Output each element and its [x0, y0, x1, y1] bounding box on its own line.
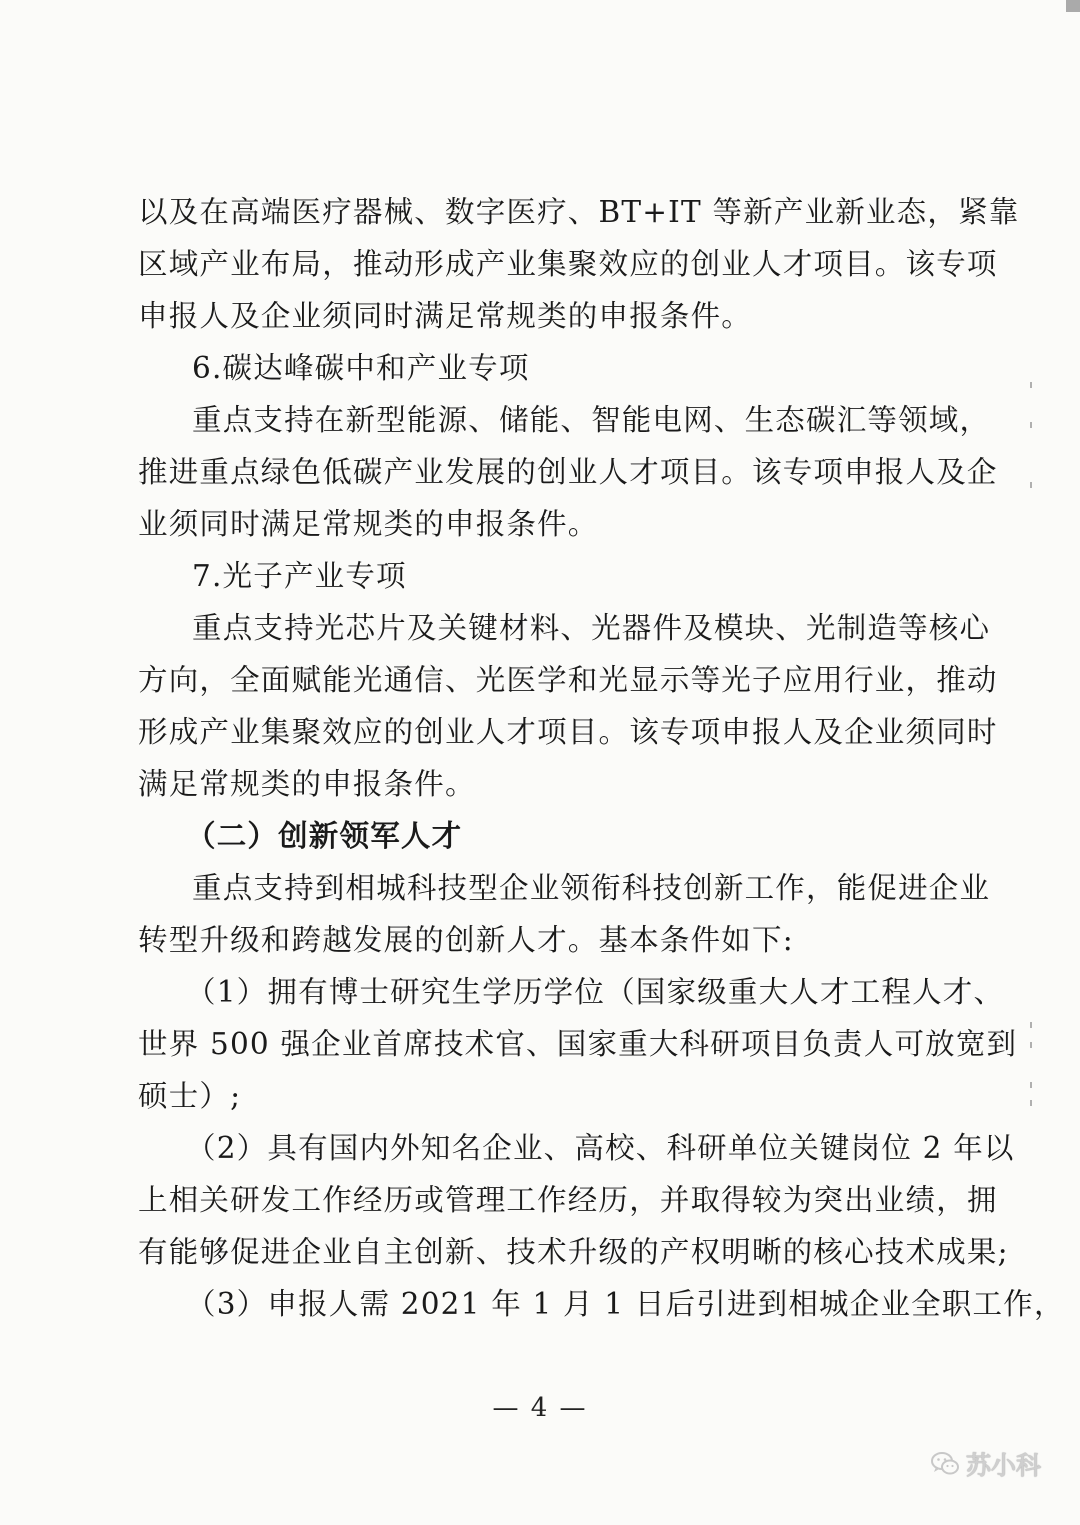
scan-mark	[1030, 422, 1032, 428]
body-line: 申报人及企业须同时满足常规类的申报条件。	[138, 299, 753, 333]
section-heading-bold: （二）创新领军人才	[186, 818, 463, 853]
scan-mark	[1030, 1042, 1032, 1048]
body-line: （1）拥有博士研究生学历学位（国家级重大人才工程人才、	[186, 975, 1005, 1009]
section-heading: 6.碳达峰碳中和产业专项	[192, 351, 530, 385]
section-heading: 7.光子产业专项	[192, 559, 407, 593]
body-line: 区域产业布局，推动形成产业集聚效应的创业人才项目。该专项	[138, 247, 998, 281]
scan-edge-top	[1066, 0, 1080, 12]
body-line: 硕士）;	[138, 1079, 242, 1113]
body-line: 转型升级和跨越发展的创新人才。基本条件如下:	[138, 923, 794, 957]
scan-mark	[1030, 382, 1032, 388]
body-line: （3）申报人需 2021 年 1 月 1 日后引进到相城企业全职工作，	[186, 1287, 1065, 1321]
scan-mark	[1030, 482, 1032, 488]
body-line: 以及在高端医疗器械、数字医疗、BT+IT 等新产业新业态，紧靠	[138, 195, 1020, 229]
watermark-label: 苏小科	[966, 1451, 1042, 1480]
body-line: 推进重点绿色低碳产业发展的创业人才项目。该专项申报人及企	[138, 455, 998, 489]
scan-mark	[1030, 1082, 1032, 1088]
body-line: 形成产业集聚效应的创业人才项目。该专项申报人及企业须同时	[138, 715, 998, 749]
body-line: 重点支持到相城科技型企业领衔科技创新工作，能促进企业	[192, 871, 991, 905]
body-line: 方向，全面赋能光通信、光医学和光显示等光子应用行业，推动	[138, 663, 998, 697]
page-number: — 4 —	[492, 1393, 588, 1423]
scan-mark	[1030, 1100, 1032, 1106]
scan-mark	[1030, 1022, 1032, 1028]
body-line: 重点支持光芯片及关键材料、光器件及模块、光制造等核心	[192, 611, 991, 645]
body-line: 业须同时满足常规类的申报条件。	[138, 507, 599, 541]
body-line: 世界 500 强企业首席技术官、国家重大科研项目负责人可放宽到	[138, 1027, 1018, 1061]
body-line: 有能够促进企业自主创新、技术升级的产权明晰的核心技术成果;	[138, 1235, 1009, 1269]
wechat-icon	[930, 1451, 960, 1477]
watermark	[930, 1446, 1041, 1482]
body-line: 重点支持在新型能源、储能、智能电网、生态碳汇等领域，	[192, 403, 991, 437]
body-line: （2）具有国内外知名企业、高校、科研单位关键岗位 2 年以	[186, 1131, 1015, 1165]
body-line: 上相关研发工作经历或管理工作经历，并取得较为突出业绩，拥	[138, 1183, 998, 1217]
body-line: 满足常规类的申报条件。	[138, 767, 476, 801]
